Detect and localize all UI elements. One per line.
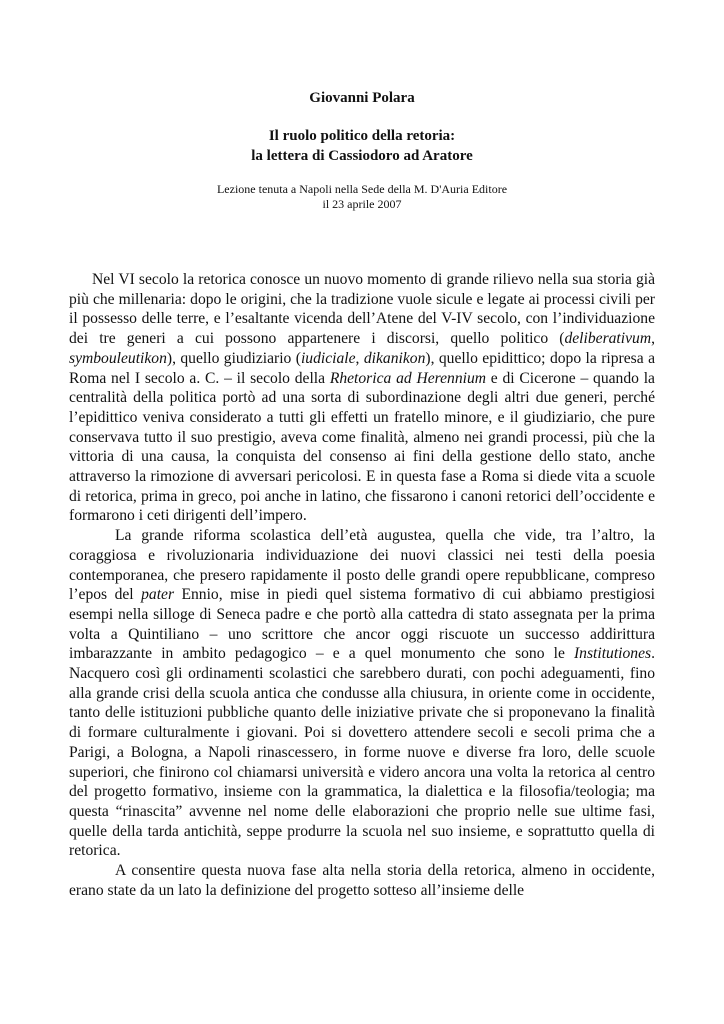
text-span: . Nacquero così gli ordinamenti scolastici che sarebbero durati, con pochi adeguamenti, fino alla grande crisi della scuola antica che condusse alla chiusura, in oriente come in occidente, tanto delle istituzioni pubbliche quanto delle iniziative private che si proponevano la finalità di formare culturalmente i giovani. Poi si dovettero attendere secoli e secoli prima che a Parigi, a Bologna, a Napoli rinascessero, in forme nuove e diverse fra loro, delle scuole superiori, che finirono col chiamarsi università e videro ancora una volta la retorica al centro del progetto formativo, insieme con la grammatica, la dialettica e la filosofia/teologia; ma questa “rinascita” avvenne nel nome delle elaborazioni che proprio nelle sue ultime fasi, quelle della tarda antichità, seppe produrre la scuola nel suo insieme, e soprattutto quella di retorica.: [69, 645, 655, 860]
title-line-2: la lettera di Cassiodoro ad Aratore: [251, 148, 473, 164]
italic-term: Institutiones: [573, 645, 652, 663]
text-span: Ennio, mise in piedi quel sistema formativo di cui abbiamo prestigiosi esempi nella silloge di Seneca padre e che portò alla cattedra di stato assegnata per la prima volta a Quintiliano – uno scrittore che ancor oggi riscuote un successo addirittura imbarazzante in ambito pedagogico – e a quel monumento che sono le: [69, 586, 655, 663]
text-span: ,: [651, 330, 655, 348]
italic-term: symbouleutikon: [69, 349, 167, 367]
italic-term: deliberativum: [564, 330, 652, 348]
text-span: e di Cicerone – quando la centralità della politica portò ad una sorta di subordinazione degli altri due generi, perché l’epidittico veniva considerato a tutti gli effetti un fratello minore, e il giudiziario, che pure conservava tutto il suo prestigio, aveva come finalità, almeno nei grandi processi, più che la vittoria di una causa, la conquista del consenso ai fini della gestione dello stato, anche attraverso la rimozione di avversari pericolosi. E in questa fase a Roma si diede vita a scuole di retorica, prima in greco, poi anche in latino, che fissarono i canoni retorici dell’occidente e formarono i ceti dirigenti dell’impero.: [69, 369, 655, 525]
italic-term: dikanikon: [363, 349, 426, 367]
italic-term: iudiciale: [300, 349, 356, 367]
document-header: [69, 88, 655, 212]
text-span: A consentire questa nuova fase alta nella storia della retorica, almeno in occidente, erano state da un lato la definizione del progetto sotteso all’insieme delle: [69, 862, 655, 899]
text-span: ), quello epidittico; dopo la ripresa a Roma nel I secolo a. C. – il secolo della: [69, 349, 655, 387]
document-page: [69, 0, 655, 901]
paragraph-2: [69, 526, 655, 861]
italic-term: pater: [141, 586, 175, 604]
paragraph-1: [69, 270, 655, 526]
title-line-1: Il ruolo politico della retoria:: [268, 128, 456, 144]
text-span: ,: [355, 349, 364, 367]
author-name: Giovanni Polara: [309, 90, 415, 106]
text-span: La grande riforma scolastica dell’età augustea, quella che vide, tra l’altro, la coraggiosa e rivoluzionaria individuazione dei nuovi classici nei testi della poesia contemporanea, che presero rapidamente il posto delle grandi opere repubblicane, compreso l’epos del: [69, 527, 655, 604]
document-title: [69, 126, 655, 166]
text-span: ), quello giudiziario (: [166, 349, 301, 367]
italic-term: Rhetorica ad Herennium: [329, 369, 487, 387]
lecture-note: [69, 182, 655, 212]
text-span: Nel VI secolo la retorica conosce un nuovo momento di grande rilievo nella sua storia già più che millenaria: dopo le origini, che la tradizione vuole sicule e legate ai processi civili per il possesso delle terre, e l’esaltante vicenda dell’Atene del V-IV secolo, con l’individuazione dei tre generi a cui possono appartenere i discorsi, quello politico (: [69, 271, 655, 348]
document-body: [69, 270, 655, 901]
lecture-date: il 23 aprile 2007: [322, 197, 402, 211]
lecture-venue: Lezione tenuta a Napoli nella Sede della M. D'Auria Editore: [216, 182, 508, 196]
paragraph-3: [69, 861, 655, 900]
